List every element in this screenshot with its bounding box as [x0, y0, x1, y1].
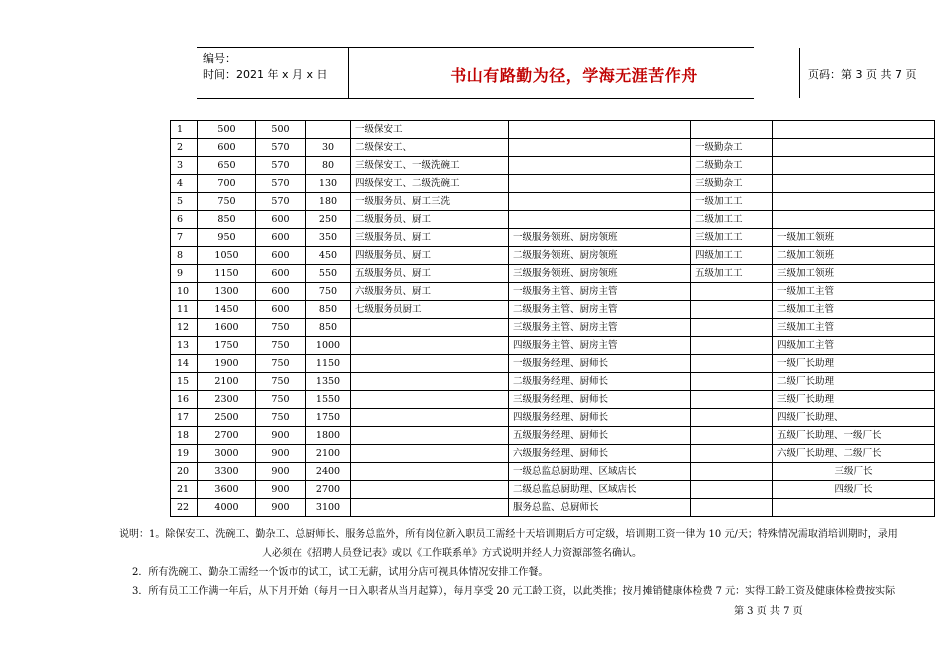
front-position-cell: 二级保安工、 [351, 139, 509, 157]
serial-label: 编号： [203, 52, 236, 65]
total-wage-cell: 950 [198, 229, 256, 247]
grade-cell: 12 [171, 319, 198, 337]
grade-cell: 15 [171, 373, 198, 391]
total-wage-cell: 1300 [198, 283, 256, 301]
base-wage-cell: 750 [256, 391, 306, 409]
processing-management-cell [773, 211, 935, 229]
total-wage-cell: 2500 [198, 409, 256, 427]
front-position-cell: 六级服务员、厨工 [351, 283, 509, 301]
processing-management-cell: 三级加工主管 [773, 319, 935, 337]
total-wage-cell: 2300 [198, 391, 256, 409]
management-position-cell: 一级总监总厨助理、区域店长 [509, 463, 691, 481]
total-wage-cell: 1050 [198, 247, 256, 265]
processing-position-cell: 五级加工工 [691, 265, 773, 283]
management-position-cell: 二级总监总厨助理、区域店长 [509, 481, 691, 499]
page-number-label: 页码：第 3 页 共 7 页 [808, 68, 917, 81]
processing-management-cell [773, 139, 935, 157]
table-row [171, 157, 935, 175]
front-position-cell [351, 499, 509, 517]
total-wage-cell: 1750 [198, 337, 256, 355]
grade-cell: 10 [171, 283, 198, 301]
note-line-1: 说明：1。除保安工、洗碗工、勤杂工、总厨师长、服务总监外，所有岗位新入职员工需经十天培训期后方可定级，培训期工资一律为 10 元/天；特殊情况需取消培训期时，录用 [119, 529, 898, 540]
front-position-cell [351, 409, 509, 427]
table-body [171, 121, 935, 517]
processing-management-cell: 四级厂长 [773, 481, 935, 499]
position-wage-cell [306, 121, 351, 139]
position-wage-cell: 1800 [306, 427, 351, 445]
table-row [171, 427, 935, 445]
processing-management-cell: 四级加工主管 [773, 337, 935, 355]
processing-management-cell [773, 157, 935, 175]
base-wage-cell: 900 [256, 499, 306, 517]
processing-management-cell: 一级厂长助理 [773, 355, 935, 373]
grade-cell: 14 [171, 355, 198, 373]
grade-cell: 7 [171, 229, 198, 247]
processing-management-cell: 六级厂长助理、二级厂长 [773, 445, 935, 463]
note-line-2: 2．所有洗碗工、勤杂工需经一个饭市的试工，试工无薪，试用分店可视具体情况安排工作餐。 [132, 567, 549, 578]
grade-cell: 4 [171, 175, 198, 193]
header-right-cell [800, 48, 950, 98]
processing-position-cell: 三级勤杂工 [691, 175, 773, 193]
position-wage-cell: 2100 [306, 445, 351, 463]
header-motto-cell [348, 48, 800, 98]
base-wage-cell: 600 [256, 265, 306, 283]
management-position-cell [509, 139, 691, 157]
page-header [197, 47, 917, 99]
management-position-cell [509, 157, 691, 175]
total-wage-cell: 2700 [198, 427, 256, 445]
front-position-cell [351, 427, 509, 445]
motto-text: 书山有路勤为径，学海无涯苦作舟 [450, 66, 698, 85]
processing-management-cell: 一级加工领班 [773, 229, 935, 247]
processing-management-cell: 三级厂长助理 [773, 391, 935, 409]
table-row [171, 409, 935, 427]
management-position-cell [509, 193, 691, 211]
table-row [171, 391, 935, 409]
base-wage-cell: 750 [256, 355, 306, 373]
position-wage-cell: 250 [306, 211, 351, 229]
front-position-cell [351, 373, 509, 391]
base-wage-cell: 600 [256, 283, 306, 301]
total-wage-cell: 600 [198, 139, 256, 157]
grade-cell: 5 [171, 193, 198, 211]
position-wage-cell: 850 [306, 319, 351, 337]
header-left-cell [197, 48, 348, 98]
processing-position-cell [691, 409, 773, 427]
processing-position-cell [691, 481, 773, 499]
total-wage-cell: 4000 [198, 499, 256, 517]
management-position-cell: 二级服务领班、厨房领班 [509, 247, 691, 265]
processing-management-cell: 一级加工主管 [773, 283, 935, 301]
table-row [171, 121, 935, 139]
total-wage-cell: 3000 [198, 445, 256, 463]
front-position-cell: 三级服务员、厨工 [351, 229, 509, 247]
position-wage-cell: 350 [306, 229, 351, 247]
position-wage-cell: 1000 [306, 337, 351, 355]
management-position-cell: 服务总监、总厨师长 [509, 499, 691, 517]
management-position-cell: 四级服务主管、厨房主管 [509, 337, 691, 355]
processing-management-cell [773, 499, 935, 517]
total-wage-cell: 650 [198, 157, 256, 175]
grade-cell: 19 [171, 445, 198, 463]
front-position-cell [351, 391, 509, 409]
table-row [171, 229, 935, 247]
base-wage-cell: 750 [256, 409, 306, 427]
position-wage-cell: 750 [306, 283, 351, 301]
base-wage-cell: 600 [256, 211, 306, 229]
processing-management-cell: 三级加工领班 [773, 265, 935, 283]
grade-cell: 21 [171, 481, 198, 499]
front-position-cell: 四级保安工、二级洗碗工 [351, 175, 509, 193]
processing-position-cell [691, 427, 773, 445]
front-position-cell [351, 337, 509, 355]
processing-position-cell: 一级勤杂工 [691, 139, 773, 157]
table-row [171, 247, 935, 265]
front-position-cell: 二级服务员、厨工 [351, 211, 509, 229]
processing-management-cell: 二级加工领班 [773, 247, 935, 265]
management-position-cell: 三级服务领班、厨房领班 [509, 265, 691, 283]
processing-management-cell: 三级厂长 [773, 463, 935, 481]
position-wage-cell: 130 [306, 175, 351, 193]
table-row [171, 337, 935, 355]
management-position-cell: 一级服务经理、厨师长 [509, 355, 691, 373]
processing-position-cell [691, 373, 773, 391]
management-position-cell [509, 175, 691, 193]
base-wage-cell: 750 [256, 373, 306, 391]
total-wage-cell: 1450 [198, 301, 256, 319]
grade-cell: 22 [171, 499, 198, 517]
grade-cell: 16 [171, 391, 198, 409]
table-row [171, 445, 935, 463]
management-position-cell: 四级服务经理、厨师长 [509, 409, 691, 427]
total-wage-cell: 1150 [198, 265, 256, 283]
grade-cell: 17 [171, 409, 198, 427]
base-wage-cell: 600 [256, 301, 306, 319]
processing-management-cell [773, 193, 935, 211]
front-position-cell: 一级保安工 [351, 121, 509, 139]
front-position-cell: 一级服务员、厨工三洗 [351, 193, 509, 211]
grade-cell: 18 [171, 427, 198, 445]
table-row [171, 319, 935, 337]
position-wage-cell: 1350 [306, 373, 351, 391]
management-position-cell: 一级服务主管、厨房主管 [509, 283, 691, 301]
table-row [171, 283, 935, 301]
position-wage-cell: 2700 [306, 481, 351, 499]
processing-position-cell: 二级勤杂工 [691, 157, 773, 175]
position-wage-cell: 80 [306, 157, 351, 175]
table-row [171, 481, 935, 499]
table-row [171, 499, 935, 517]
total-wage-cell: 850 [198, 211, 256, 229]
grade-cell: 2 [171, 139, 198, 157]
date-label: 时间：2021 年 x 月 x 日 [203, 68, 328, 81]
base-wage-cell: 900 [256, 427, 306, 445]
table-row [171, 211, 935, 229]
position-wage-cell: 2400 [306, 463, 351, 481]
processing-management-cell: 二级厂长助理 [773, 373, 935, 391]
base-wage-cell: 900 [256, 445, 306, 463]
base-wage-cell: 750 [256, 337, 306, 355]
processing-management-cell: 五级厂长助理、一级厂长 [773, 427, 935, 445]
grade-cell: 20 [171, 463, 198, 481]
grade-cell: 11 [171, 301, 198, 319]
total-wage-cell: 750 [198, 193, 256, 211]
front-position-cell [351, 481, 509, 499]
base-wage-cell: 570 [256, 139, 306, 157]
processing-position-cell [691, 355, 773, 373]
front-position-cell: 三级保安工、一级洗碗工 [351, 157, 509, 175]
position-wage-cell: 850 [306, 301, 351, 319]
processing-position-cell [691, 445, 773, 463]
note-line-1b: 人必须在《招聘人员登记表》或以《工作联系单》方式说明并经人力资源部签名确认。 [262, 548, 642, 559]
base-wage-cell: 750 [256, 319, 306, 337]
processing-position-cell: 三级加工工 [691, 229, 773, 247]
total-wage-cell: 700 [198, 175, 256, 193]
processing-management-cell [773, 175, 935, 193]
base-wage-cell: 570 [256, 157, 306, 175]
processing-management-cell: 二级加工主管 [773, 301, 935, 319]
base-wage-cell: 600 [256, 247, 306, 265]
front-position-cell [351, 319, 509, 337]
processing-position-cell [691, 499, 773, 517]
page-footer: 第 3 页 共 7 页 [734, 606, 803, 617]
grade-cell: 6 [171, 211, 198, 229]
management-position-cell [509, 211, 691, 229]
table-row [171, 301, 935, 319]
management-position-cell: 二级服务主管、厨房主管 [509, 301, 691, 319]
position-wage-cell: 3100 [306, 499, 351, 517]
front-position-cell [351, 463, 509, 481]
management-position-cell: 五级服务经理、厨师长 [509, 427, 691, 445]
front-position-cell [351, 355, 509, 373]
note-line-3: 3．所有员工工作满一年后，从下月开始（每月一日入职者从当月起算），每月享受 20 元工龄工资，以此类推；按月摊销健康体检费 7 元：实得工龄工资及健康体检费按实际 [132, 586, 896, 597]
processing-position-cell [691, 121, 773, 139]
total-wage-cell: 1900 [198, 355, 256, 373]
management-position-cell: 三级服务经理、厨师长 [509, 391, 691, 409]
processing-position-cell [691, 283, 773, 301]
table-row [171, 373, 935, 391]
front-position-cell: 七级服务员厨工 [351, 301, 509, 319]
management-position-cell: 六级服务经理、厨师长 [509, 445, 691, 463]
management-position-cell: 二级服务经理、厨师长 [509, 373, 691, 391]
position-wage-cell: 30 [306, 139, 351, 157]
processing-management-cell: 四级厂长助理、 [773, 409, 935, 427]
total-wage-cell: 3300 [198, 463, 256, 481]
management-position-cell: 三级服务主管、厨房主管 [509, 319, 691, 337]
base-wage-cell: 570 [256, 193, 306, 211]
processing-management-cell [773, 121, 935, 139]
total-wage-cell: 2100 [198, 373, 256, 391]
base-wage-cell: 900 [256, 481, 306, 499]
base-wage-cell: 900 [256, 463, 306, 481]
processing-position-cell: 二级加工工 [691, 211, 773, 229]
management-position-cell [509, 121, 691, 139]
position-wage-cell: 550 [306, 265, 351, 283]
grade-cell: 1 [171, 121, 198, 139]
total-wage-cell: 3600 [198, 481, 256, 499]
front-position-cell [351, 445, 509, 463]
base-wage-cell: 600 [256, 229, 306, 247]
position-wage-cell: 1150 [306, 355, 351, 373]
processing-position-cell [691, 301, 773, 319]
salary-grade-table [170, 120, 935, 517]
base-wage-cell: 500 [256, 121, 306, 139]
base-wage-cell: 570 [256, 175, 306, 193]
total-wage-cell: 1600 [198, 319, 256, 337]
front-position-cell: 四级服务员、厨工 [351, 247, 509, 265]
total-wage-cell: 500 [198, 121, 256, 139]
position-wage-cell: 1750 [306, 409, 351, 427]
grade-cell: 3 [171, 157, 198, 175]
management-position-cell: 一级服务领班、厨房领班 [509, 229, 691, 247]
grade-cell: 9 [171, 265, 198, 283]
processing-position-cell [691, 337, 773, 355]
grade-cell: 8 [171, 247, 198, 265]
table-row [171, 463, 935, 481]
table-row [171, 139, 935, 157]
position-wage-cell: 180 [306, 193, 351, 211]
table-row [171, 175, 935, 193]
processing-position-cell: 四级加工工 [691, 247, 773, 265]
position-wage-cell: 1550 [306, 391, 351, 409]
processing-position-cell [691, 319, 773, 337]
processing-position-cell [691, 391, 773, 409]
grade-cell: 13 [171, 337, 198, 355]
front-position-cell: 五级服务员、厨工 [351, 265, 509, 283]
table-row [171, 355, 935, 373]
processing-position-cell [691, 463, 773, 481]
table-row [171, 193, 935, 211]
position-wage-cell: 450 [306, 247, 351, 265]
table-row [171, 265, 935, 283]
processing-position-cell: 一级加工工 [691, 193, 773, 211]
